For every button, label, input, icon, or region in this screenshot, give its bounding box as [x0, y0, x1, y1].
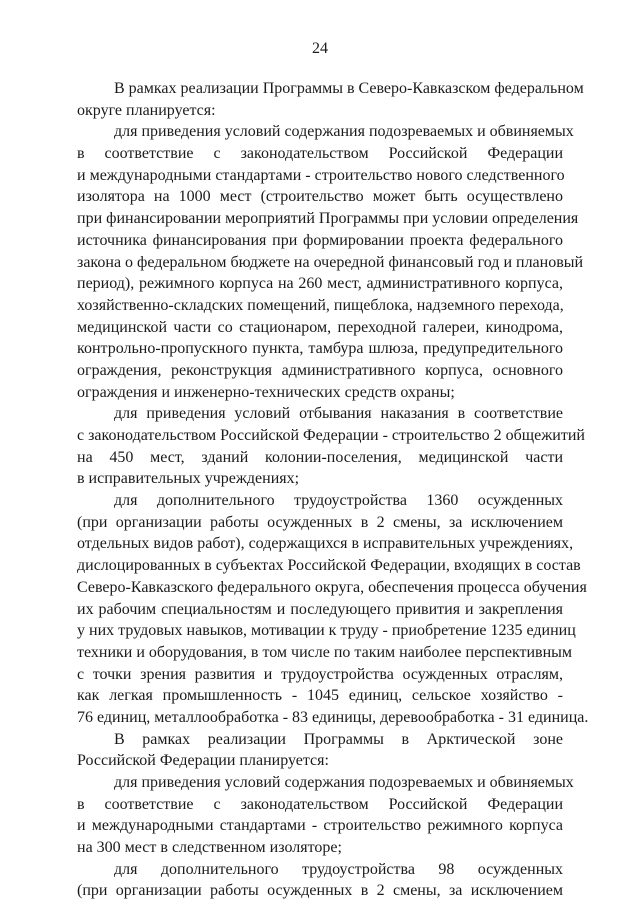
text-line: на 300 мест в следственном изоляторе;	[77, 839, 342, 857]
text-line: отдельных видов работ), содержащихся в исправительных учреждениях,	[77, 535, 574, 553]
text-line: ограждения и инженерно-технических средств охраны;	[77, 383, 455, 401]
text-line: и международными стандартами - строительство режимного корпуса	[77, 817, 563, 835]
text-line: в исправительных учреждениях;	[77, 470, 300, 488]
text-line: (при организации работы осужденных в 2 смены, за исключением	[77, 882, 563, 900]
text-line: у них трудовых навыков, мотивации к труду - приобретение 1235 единиц	[77, 622, 576, 640]
text-line: хозяйственно-складских помещений, пищеблока, надземного перехода,	[77, 296, 564, 314]
text-line: для дополнительного трудоустройства 1360 осужденных	[114, 492, 563, 510]
text-line: в соответствие с законодательством Российской Федерации	[77, 145, 563, 163]
text-line: период), режимного корпуса на 260 мест, административного корпуса,	[77, 275, 563, 293]
text-line: медицинской части со стационаром, переходной галереи, кинодрома,	[77, 318, 563, 336]
text-line: контрольно-пропускного пункта, тамбура шлюза, предупредительного	[77, 340, 563, 358]
text-line: с точки зрения развития и трудоустройства осужденных отраслям,	[77, 665, 563, 683]
text-line: для дополнительного трудоустройства 98 осужденных	[114, 860, 563, 878]
text-line: на 450 мест, зданий колонии-поселения, медицинской части	[77, 448, 563, 466]
text-line: ограждения, реконструкция административного корпуса, основного	[77, 361, 563, 379]
text-line: при финансировании мероприятий Программы при условии определения	[77, 210, 579, 228]
text-line: изолятора на 1000 мест (строительство может быть осуществлено	[77, 188, 563, 206]
text-line: как легкая промышленность - 1045 единиц, сельское хозяйство -	[77, 687, 563, 705]
page-number: 24	[312, 40, 328, 57]
text-line: для приведения условий отбывания наказания в соответствие	[114, 405, 563, 423]
text-line: с законодательством Российской Федерации - строительство 2 общежитий	[77, 427, 585, 444]
text-line: для приведения условий содержания подозреваемых и обвиняемых	[114, 123, 574, 141]
text-line: и международными стандартами - строительство нового следственного	[77, 166, 565, 184]
text-line: Российской Федерации планируется:	[77, 752, 329, 770]
text-line: источника финансирования при формировании проекта федерального	[77, 231, 563, 249]
document-body	[77, 78, 589, 902]
text-line: В рамках реализации Программы в Арктической зоне	[114, 730, 563, 748]
text-line: Северо-Кавказского федерального округа, обеспечения процесса обучения	[77, 578, 587, 596]
text-line: в соответствие с законодательством Российской Федерации	[77, 795, 563, 813]
text-line: закона о федеральном бюджете на очередной финансовый год и плановый	[77, 253, 584, 271]
text-line: для приведения условий содержания подозреваемых и обвиняемых	[114, 774, 574, 791]
text-line: дислоцированных в субъектах Российской Федерации, входящих в состав	[77, 557, 581, 575]
text-line: 76 единиц, металлообработка - 83 единицы, деревообработка - 31 единица.	[77, 708, 589, 726]
text-line: округе планируется:	[77, 101, 216, 119]
text-line: В рамках реализации Программы в Северо-Кавказском федеральном	[114, 80, 584, 97]
text-line: (при организации работы осужденных в 2 смены, за исключением	[77, 513, 563, 531]
text-line: их рабочим специальностям и последующего привития и закрепления	[77, 600, 563, 618]
text-line: техники и оборудования, в том числе по таким наиболее перспективным	[77, 643, 573, 661]
